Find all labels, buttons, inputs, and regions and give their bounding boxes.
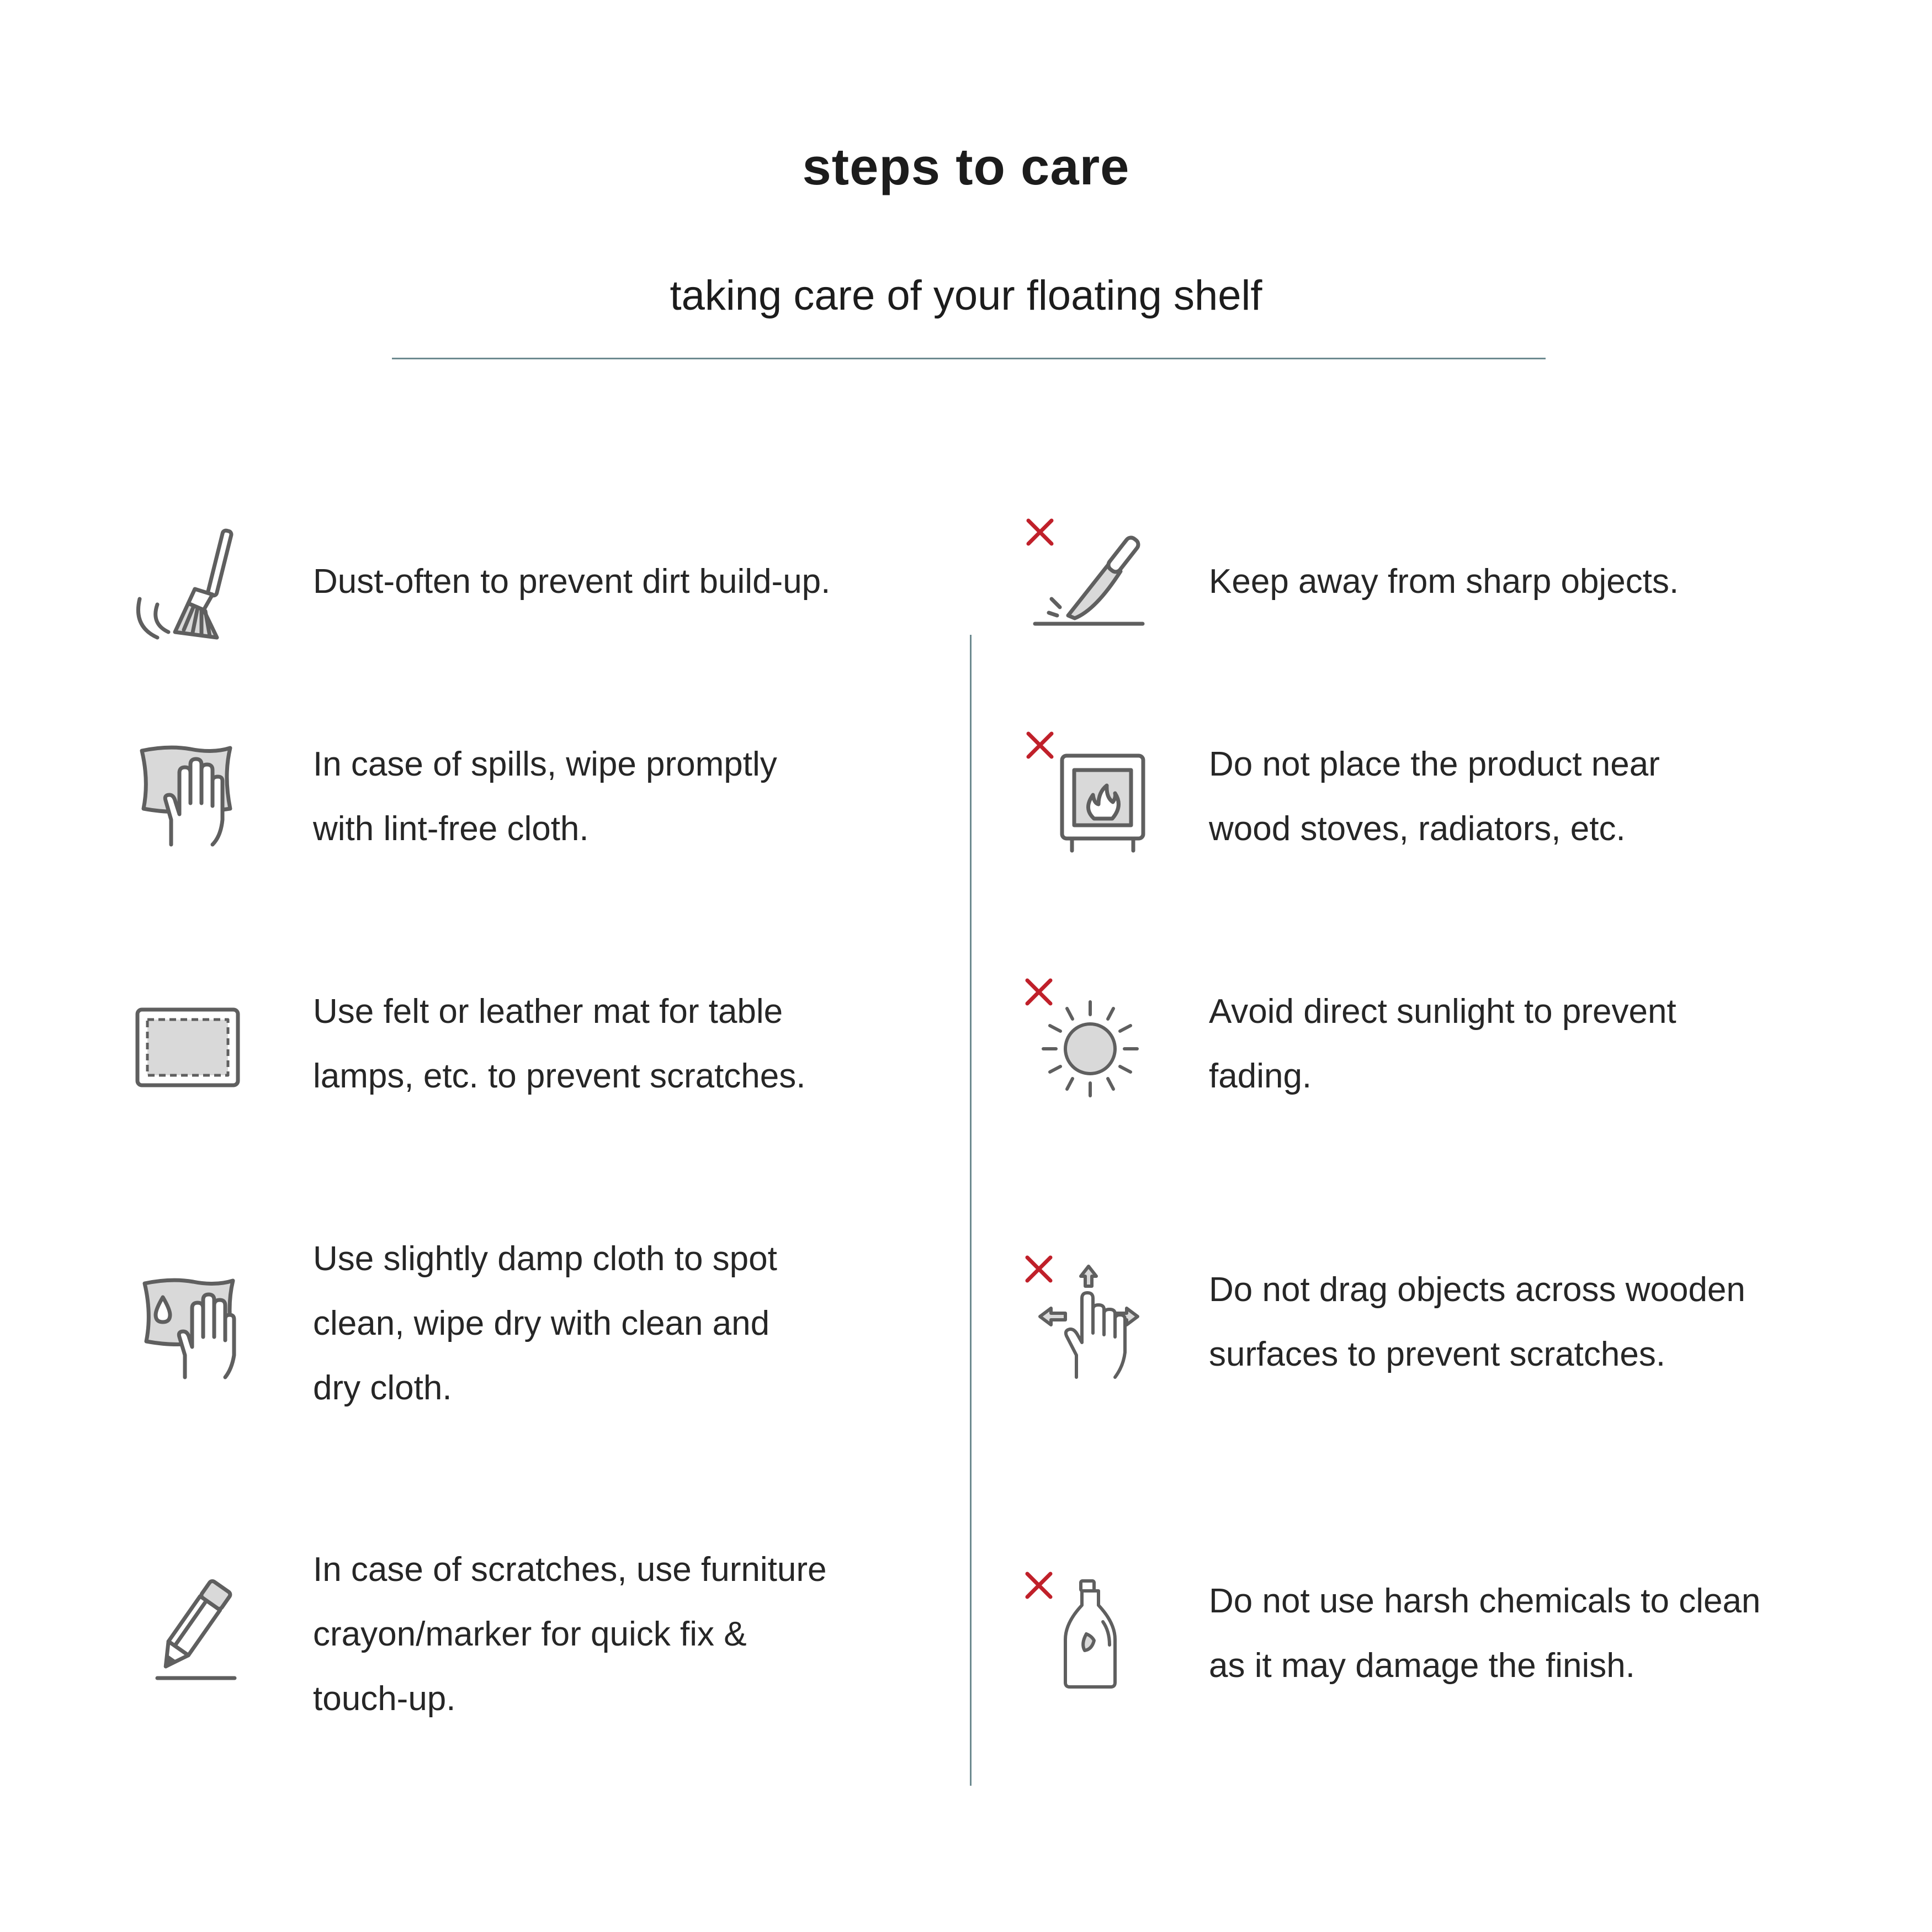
hand-wipe-cloth-icon (135, 742, 235, 853)
damp-cloth-icon (138, 1275, 237, 1386)
care-tip-damp-cloth (313, 1227, 953, 1420)
wood-stove-icon (1060, 753, 1145, 853)
avoid-tip-chemicals (1209, 1569, 1871, 1698)
tip-line: Dust-often to prevent dirt build-up. (313, 562, 831, 601)
tip-line: Do not place the product near (1209, 745, 1660, 783)
tip-line: fading. (1209, 1057, 1312, 1095)
care-tip-crayon (313, 1537, 953, 1731)
tip-line: Use slightly damp cloth to spot (313, 1240, 777, 1278)
broom-icon (135, 527, 235, 638)
tip-line: clean, wipe dry with clean and (313, 1304, 770, 1342)
tip-line: In case of spills, wipe promptly (313, 745, 777, 783)
column-divider (970, 635, 972, 1786)
tip-line: wood stoves, radiators, etc. (1209, 810, 1626, 848)
drag-hand-icon (1038, 1264, 1140, 1380)
tip-line: dry cloth. (313, 1369, 452, 1407)
tip-line: Do not drag objects across wooden (1209, 1271, 1745, 1309)
care-tip-spills (313, 732, 953, 861)
header-divider (392, 358, 1546, 359)
forbidden-x-icon (1025, 730, 1055, 760)
chemical-bottle-icon (1060, 1579, 1121, 1689)
page-subtitle: taking care of your floating shelf (670, 272, 1262, 319)
tip-line: with lint-free cloth. (313, 810, 589, 848)
avoid-tip-sharp-objects (1209, 549, 1871, 614)
tip-line: Do not use harsh chemicals to clean (1209, 1582, 1761, 1620)
tip-line: lamps, etc. to prevent scratches. (313, 1057, 806, 1095)
tip-line: Avoid direct sunlight to prevent (1209, 992, 1676, 1031)
avoid-tip-dragging (1209, 1257, 1871, 1387)
avoid-tip-sunlight (1209, 979, 1871, 1108)
crayon-marker-icon (141, 1581, 240, 1681)
felt-mat-icon (135, 1007, 240, 1087)
page-title: steps to care (802, 137, 1130, 195)
tip-line: crayon/marker for quick fix & (313, 1615, 747, 1653)
care-tip-felt-mat (313, 979, 953, 1108)
tip-line: Keep away from sharp objects. (1209, 562, 1679, 601)
care-tip-dust (313, 549, 953, 614)
tip-line: touch-up. (313, 1680, 456, 1718)
avoid-tip-heat-sources (1209, 732, 1871, 861)
sun-icon (1041, 999, 1140, 1098)
tip-line: In case of scratches, use furniture (313, 1551, 827, 1589)
tip-line: surfaces to prevent scratches. (1209, 1335, 1666, 1373)
knife-icon (1035, 533, 1145, 627)
tip-line: Use felt or leather mat for table (313, 992, 783, 1031)
tip-line: as it may damage the finish. (1209, 1647, 1635, 1685)
forbidden-x-icon (1024, 1570, 1054, 1600)
